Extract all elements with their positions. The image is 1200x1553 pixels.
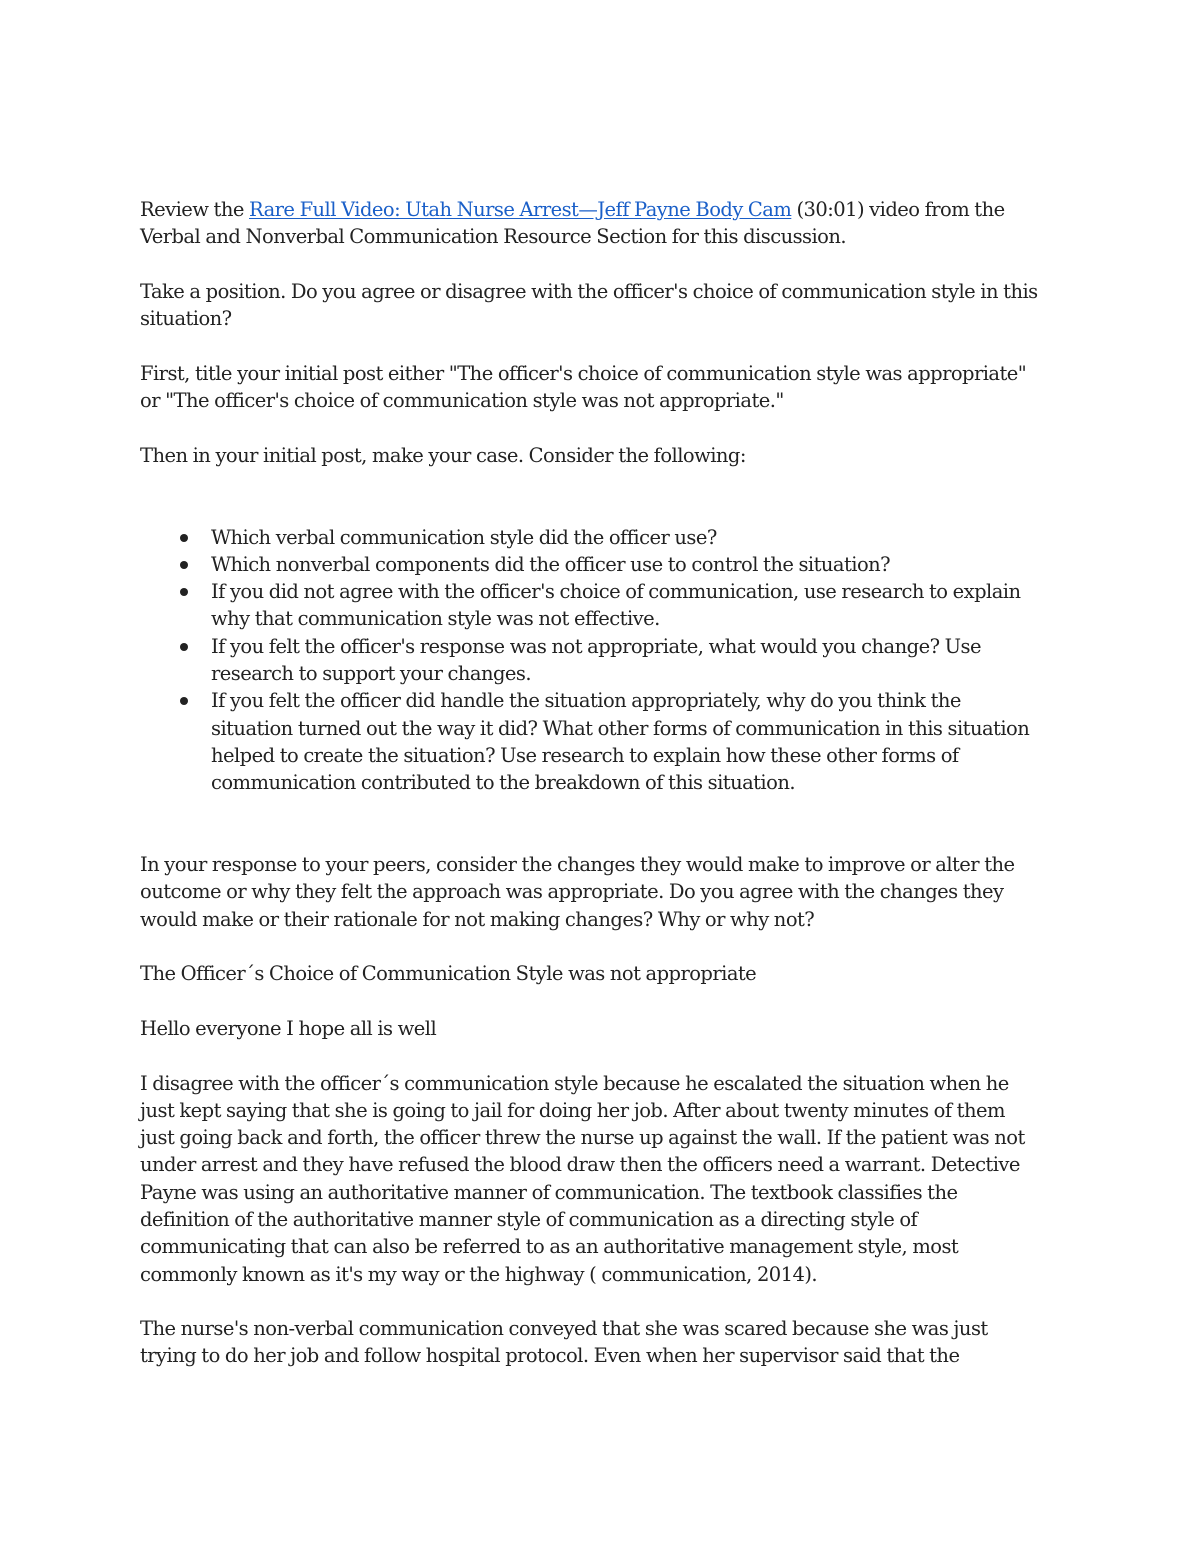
body-paragraph: The nurse's non-verbal communication conveyed that she was scared because she was just trying to do her job and follow hospital protocol. Even when her supervisor said that the <box>140 1317 988 1368</box>
bullet-icon <box>180 588 188 596</box>
list-item-text: If you did not agree with the officer's choice of communication, use research to explain why that communication style was not effective. <box>211 580 1021 631</box>
body-paragraph: I disagree with the officer´s communication style because he escalated the situation when he just kept saying that she is going to jail for doing her job. After about twenty minutes of them just going back and forth, the officer threw the nurse up against the wall. If the patient was not under arrest and they have refused the blood draw then the officers need a warrant. Detective Payne was using an authoritative manner of communication. The textbook classifies the definition of the authoritative manner style of communication as a directing style of communicating that can also be referred to as an authoritative management style, most commonly known as it's my way or the highway ( communication, 2014). <box>140 1071 1025 1286</box>
bullet-icon <box>180 534 188 542</box>
list-item-text: Which verbal communication style did the officer use? <box>211 525 717 549</box>
list-item-text: If you felt the officer's response was not appropriate, what would you change? Use research to support your changes. <box>211 634 981 686</box>
video-link[interactable]: Rare Full Video: Utah Nurse Arrest—Jeff Payne Body Cam <box>249 198 792 221</box>
title-instruction: First, title your initial post either "The officer's choice of communication style was appropriate" or "The officer's choice of communication style was not appropriate." <box>140 361 1027 413</box>
question-list <box>140 524 1040 797</box>
position-prompt: Take a position. Do you agree or disagree with the officer's choice of communication style in this situation? <box>140 279 1038 331</box>
list-item-text: Which nonverbal components did the officer use to control the situation? <box>211 552 891 576</box>
list-item <box>140 524 1040 551</box>
bullet-icon <box>180 561 188 569</box>
list-item <box>140 578 1040 633</box>
list-item <box>140 633 1040 688</box>
list-item <box>140 551 1040 578</box>
peer-response-paragraph: In your response to your peers, consider the changes they would make to improve or alter the outcome or why they felt the approach was appropriate. Do you agree with the changes they would make or their rationale for not making changes? Why or why not? <box>140 853 1015 931</box>
intro-paragraph <box>140 196 1040 251</box>
intro-text-after-link: (30:01) video from the Verbal and Nonverbal Communication Resource Section for this discussion. <box>140 198 1005 249</box>
bullet-icon <box>180 697 188 705</box>
consider-intro: Then in your initial post, make your case. Consider the following: <box>140 443 746 467</box>
greeting: Hello everyone I hope all is well <box>140 1016 437 1040</box>
list-item-text: If you felt the officer did handle the situation appropriately, why do you think the situation turned out the way it did? What other forms of communication in this situation helped to create the situation? Use research to explain how these other forms of communication contributed to the breakdown of this situation. <box>211 689 1030 795</box>
intro-text-before-link: Review the <box>140 198 249 221</box>
bullet-icon <box>180 643 188 651</box>
post-title: The Officer´s Choice of Communication Style was not appropriate <box>140 962 757 986</box>
list-item <box>140 687 1040 796</box>
document-page <box>140 196 1040 1370</box>
